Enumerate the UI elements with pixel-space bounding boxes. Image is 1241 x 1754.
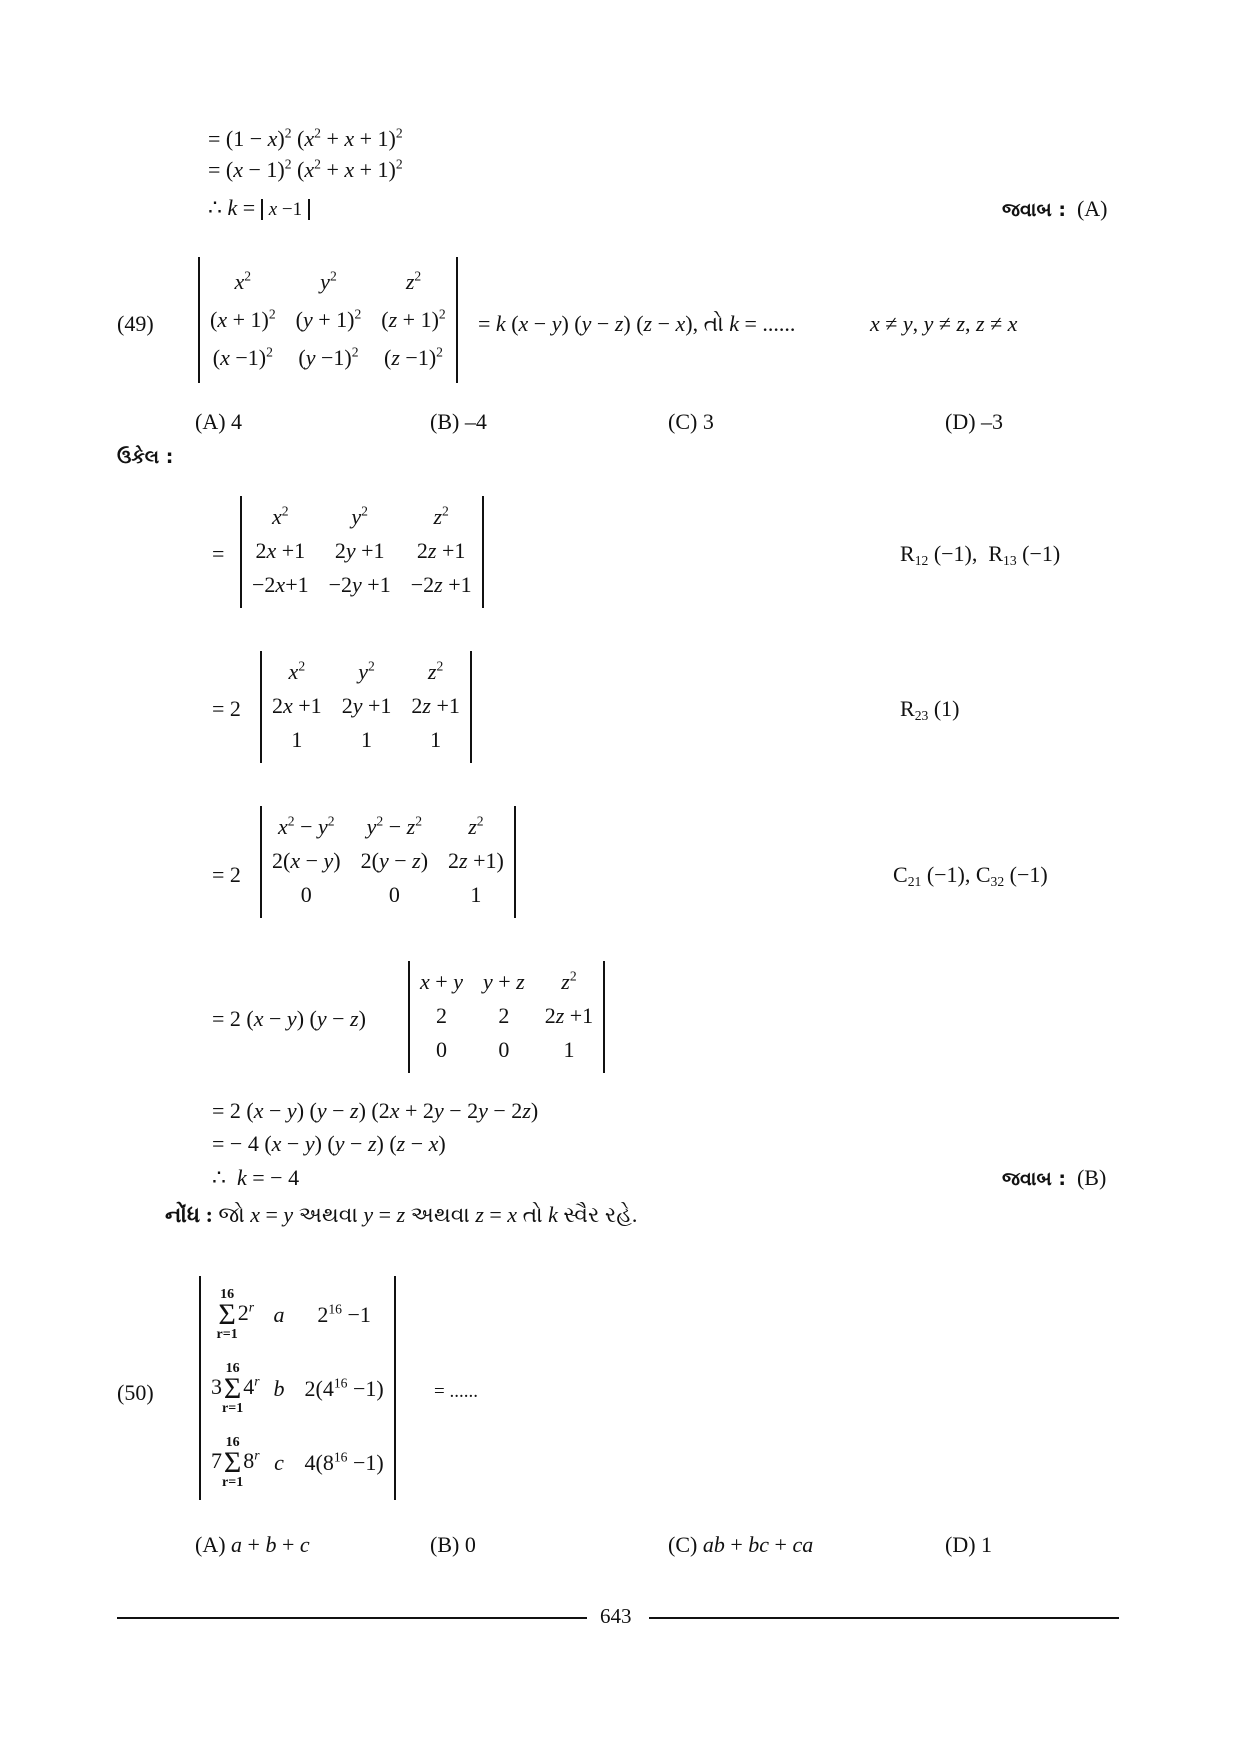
matrix-cell: $z^2$ [561, 968, 577, 994]
step4-prefix: = 2 (x − y) (y − z) [212, 1006, 366, 1031]
q50-row1-term: 2$^r$ [237, 1299, 255, 1326]
step1-prefix: = [212, 541, 225, 566]
solution-line-6: = − 4 (x − y) (y − z) (z − x) [212, 1131, 446, 1156]
matrix-cell: $y^2$ [351, 503, 368, 529]
matrix-cell: 1 [470, 882, 482, 907]
sigma-icon: 16 Σ r=1 [222, 1361, 244, 1416]
q49-option-a: (A) 4 [195, 409, 243, 434]
step1-matrix [242, 500, 482, 602]
q50-option-b: (B) 0 [430, 1532, 476, 1557]
matrix-cell: 1 [430, 727, 442, 752]
matrix-cell: 0 [498, 1037, 510, 1062]
step2-prefix: = 2 [212, 696, 241, 721]
intro-line-2: = $(x - 1)^2$ $(x^2 + x + 1)^2$ [208, 156, 403, 182]
page-number: 643 [600, 1604, 632, 1628]
q50-option-c: (C) ab + bc + ca [668, 1532, 814, 1557]
matrix-cell: −2z +1 [410, 572, 472, 597]
q50-row1-b: a [273, 1302, 285, 1327]
q50-row2-term: 4$^r$ [243, 1373, 260, 1400]
step4-matrix [410, 965, 603, 1067]
matrix-cell: $(z -1)^2$ [384, 344, 443, 370]
matrix-cell: 2 [498, 1003, 510, 1028]
step2-note: $R_{23}$ (1) [900, 696, 960, 724]
matrix-cell: x + y [420, 969, 463, 994]
step4-determinant [408, 961, 605, 1073]
matrix-cell: $x^2$ [234, 268, 252, 294]
matrix-cell: $z^2$ [433, 503, 449, 529]
step2-matrix [262, 655, 470, 757]
q50-row3-coef: 7 [211, 1448, 222, 1474]
footer-rule-right [649, 1617, 1119, 1619]
matrix-cell: 2z +1) [448, 848, 504, 873]
matrix-cell: $y^2$ [358, 658, 375, 684]
matrix-cell: 0 [388, 882, 400, 907]
answer-label: જવાબ : [1002, 199, 1066, 221]
matrix-cell: 2x +1 [255, 538, 306, 563]
matrix-cell: $x^2$ [288, 658, 306, 684]
step2-determinant [260, 651, 472, 763]
question-number-50: (50) [117, 1380, 154, 1405]
matrix-cell: $z^2$ [468, 813, 484, 839]
intro-answer [1002, 198, 1107, 220]
solution-label: ઉકેલ : [117, 446, 174, 468]
matrix-cell: 2y +1 [334, 538, 385, 563]
step3-determinant [260, 806, 516, 918]
q49-rhs: = k (x − y) (y − z) (z − x), તો k = ...... [478, 311, 796, 336]
q49-option-d: (D) –3 [945, 409, 1004, 434]
step3-matrix [262, 810, 514, 912]
q50-row2-b: b [273, 1376, 285, 1401]
q49-note: નોંધ : જો x = y અથવા y = z અથવા z = x તો k સ્વૈર રહે. [165, 1202, 638, 1227]
answer-value: (B) [1076, 1165, 1107, 1190]
q49-determinant [198, 257, 458, 383]
matrix-cell: 2 [435, 1003, 447, 1028]
q49-option-b: (B) –4 [430, 409, 487, 434]
answer-value: (A) [1076, 196, 1108, 221]
step1-determinant [240, 496, 484, 608]
matrix-cell: −2x+1 [252, 572, 309, 597]
matrix-cell: $(y -1)^2$ [298, 344, 359, 370]
matrix-cell: y + z [482, 969, 525, 994]
matrix-cell: $(x + 1)^2$ [210, 306, 276, 332]
q50-matrix [201, 1278, 394, 1500]
matrix-cell: $(y + 1)^2$ [295, 306, 362, 332]
matrix-cell: 2z +1 [544, 1003, 594, 1028]
matrix-cell: 1 [291, 727, 303, 752]
matrix-cell: $(z + 1)^2$ [381, 306, 446, 332]
q50-row2-c: $2(4^{16} -1)$ [304, 1375, 384, 1401]
q49-condition: x ≠ y, y ≠ z, z ≠ x [870, 311, 1018, 336]
q50-row3-term: 8$^r$ [243, 1447, 260, 1474]
matrix-cell: 2(x − y) [272, 848, 341, 873]
matrix-cell: $y^2$ [320, 268, 337, 294]
step3-note: $C_{21}$ (−1), $C_{32}$ (−1) [893, 862, 1048, 890]
matrix-cell: 2(y − z) [360, 848, 429, 873]
q49-matrix [200, 263, 456, 377]
matrix-cell: 2z +1 [411, 693, 460, 718]
matrix-cell: 0 [435, 1037, 447, 1062]
q49-answer [1002, 1167, 1106, 1189]
q50-rhs: = ...... [434, 1381, 478, 1402]
matrix-cell: $x^2 - y^2$ [278, 813, 335, 839]
sigma-icon: 16 Σ r=1 [222, 1435, 244, 1490]
matrix-cell: $(x -1)^2$ [212, 344, 273, 370]
footer-rule-left [117, 1617, 587, 1619]
intro-line-3: ∴ k = x −1 [208, 197, 310, 219]
solution-line-5: = 2 (x − y) (y − z) (2x + 2y − 2y − 2z) [212, 1098, 539, 1123]
solution-line-7: ∴ k = − 4 [212, 1165, 300, 1190]
q50-row3-c: $4(8^{16} -1)$ [304, 1449, 384, 1475]
matrix-cell: $y^2 - z^2$ [366, 813, 422, 839]
q49-option-c: (C) 3 [668, 409, 714, 434]
step3-prefix: = 2 [212, 862, 241, 887]
matrix-cell: $z^2$ [427, 658, 444, 684]
matrix-cell: 2z +1 [416, 538, 466, 563]
answer-label: જવાબ : [1002, 1168, 1066, 1190]
matrix-cell: 2y +1 [341, 693, 392, 718]
q50-option-d: (D) 1 [945, 1532, 993, 1557]
q50-row1-c: $2^{16} -1$ [317, 1301, 371, 1327]
intro-line-1: = $(1 - x)^2$ $(x^2 + x + 1)^2$ [208, 125, 403, 151]
matrix-cell: 1 [361, 727, 373, 752]
matrix-cell: $x^2$ [272, 503, 289, 529]
q50-row3-b: c [274, 1450, 284, 1475]
q50-option-a: (A) a + b + c [195, 1532, 310, 1557]
matrix-cell: $z^2$ [405, 268, 422, 294]
matrix-cell: −2y +1 [328, 572, 391, 597]
step1-note: $R_{12}$ (−1), $R_{13}$ (−1) [900, 541, 1061, 569]
matrix-cell: 0 [300, 882, 312, 907]
question-number-49: (49) [117, 311, 154, 336]
matrix-cell: 2x +1 [272, 693, 322, 718]
q50-row2-coef: 3 [211, 1374, 222, 1400]
sigma-icon: 16 Σ r=1 [216, 1287, 238, 1342]
q50-determinant [199, 1276, 396, 1500]
matrix-cell: 1 [563, 1037, 575, 1062]
